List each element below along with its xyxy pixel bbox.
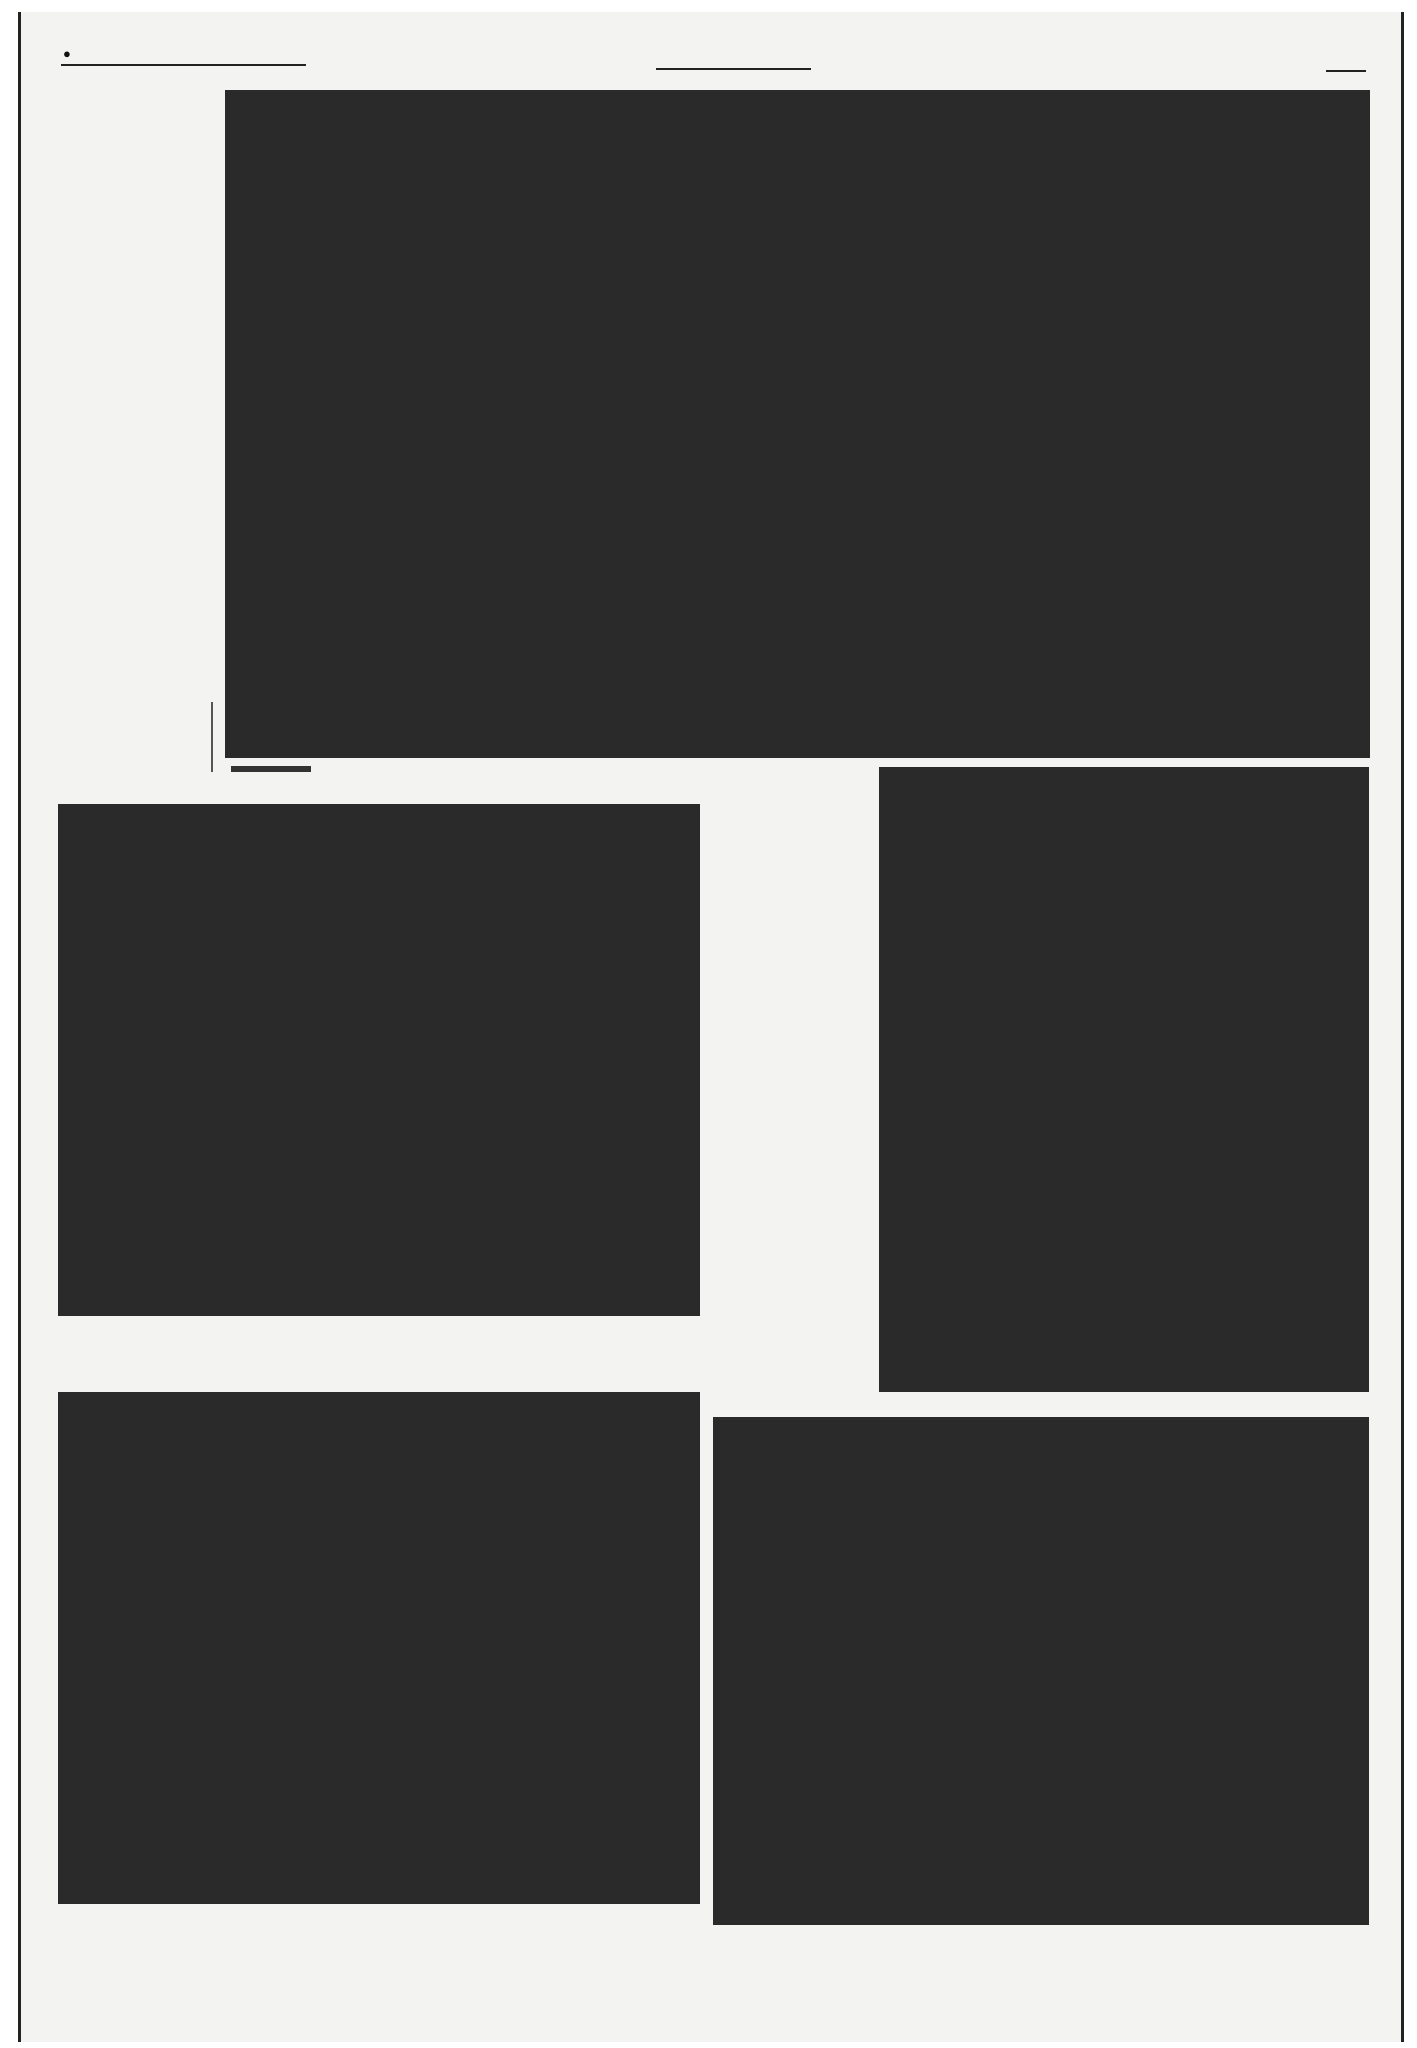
photo-carolina <box>713 1417 1369 1925</box>
section-header <box>63 46 71 61</box>
photo-guaynabo <box>58 804 700 1316</box>
caption-bar <box>231 766 311 772</box>
photo-bayamon-wide <box>225 90 1370 758</box>
newspaper-page <box>18 12 1404 2042</box>
header-rule-center <box>656 68 811 70</box>
sidebar-text <box>57 142 217 146</box>
photo-multifamily <box>58 1392 700 1904</box>
header-rule-right <box>1326 70 1366 72</box>
bullet-icon: ● <box>63 46 72 61</box>
header-rule-left <box>61 64 306 66</box>
photo-vista-bella <box>879 767 1369 1392</box>
sidebar-rule <box>211 702 213 772</box>
